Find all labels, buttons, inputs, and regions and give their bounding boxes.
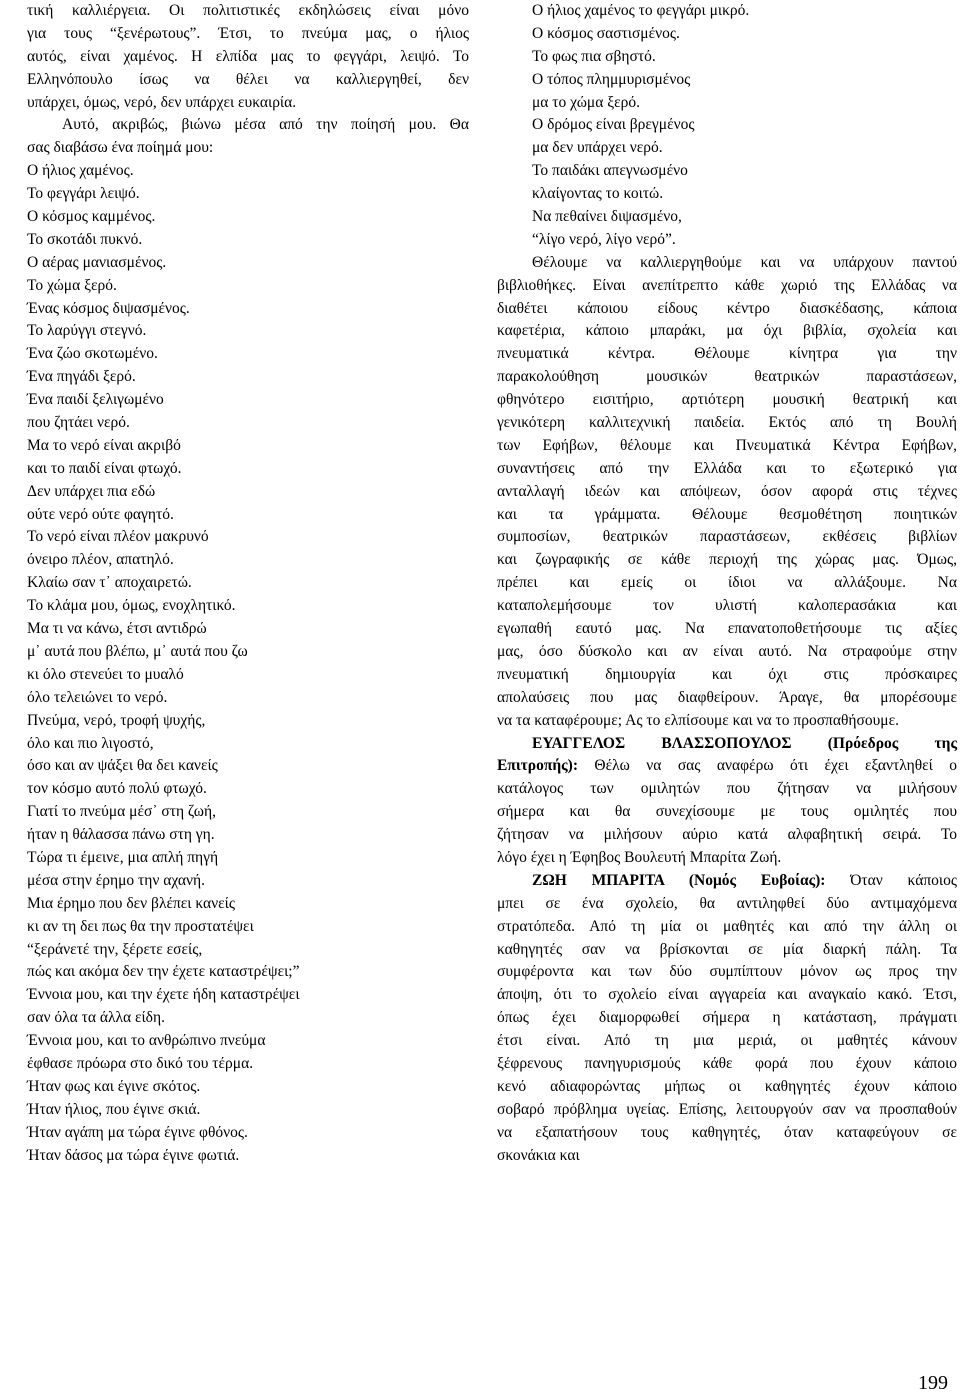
text-line: όνειρο πλέον, απατηλό. (27, 551, 174, 569)
text-line: Ο ήλιος χαμένος. (27, 162, 134, 180)
text-line: Δεν υπάρχει πια εδώ (27, 482, 156, 500)
text-line: σκονάκια και (497, 1146, 580, 1164)
text-line: κλαίγοντας το κοιτώ. (532, 185, 664, 203)
text-line: Το φως πια σβηστό. (532, 47, 656, 65)
text-line: Ήταν ήλιος, που έγινε σκιά. (27, 1100, 201, 1118)
text-line: πώς και ακόμα δεν την έχετε καταστρέψει;” (27, 963, 300, 981)
text-line: όλο και πιο λιγοστό, (27, 734, 154, 752)
text-line: ήταν η θάλασσα πάνω στη γη. (27, 826, 215, 844)
text-line: καφετέρια, κάποιο μπαράκι, μα όχι βιβλία, σχολεία και (497, 322, 957, 340)
text-line: Κλαίω σαν τ᾽ αποχαιρετώ. (27, 574, 192, 592)
text-line: πνευματικά κέντρα. Θέλουμε κίνητρα για την (497, 345, 957, 363)
text-line: μα το χώμα ξερό. (532, 93, 640, 111)
text-line: και ζωγραφικής σε κάθε περιοχή της χώρας μας. Όμως, (497, 551, 957, 569)
text-line: Επιτροπής): Θέλω να σας αναφέρω ότι έχει εξαντληθεί ο (497, 757, 957, 775)
text-line: ανταλλαγή ιδεών και απόψεων, όσον αφορά στις τέχνες (497, 482, 957, 500)
text-line: Ένα ζώο σκοτωμένο. (27, 345, 158, 363)
text-line: συμφέροντα και των δύο συμπίπτουν μόνον ως προς την (497, 963, 957, 981)
text-line: μέσα στην έρημο την αχανή. (27, 871, 206, 889)
text-line: “ξεράνετέ την, ξέρετε εσείς, (27, 940, 203, 958)
text-line: Γιατί το πνεύμα μέσ᾽ στη ζωή, (27, 803, 216, 821)
text-line: Μια έρημο που δεν βλέπει κανείς (27, 894, 235, 912)
text-line: υπάρχει, όμως, νερό, δεν υπάρχει ευκαιρία. (27, 93, 297, 111)
text-line: απολαύσεις που μας διαφθείρουν. Άραγε, θα μπορέσουμε (497, 688, 957, 706)
text-line: Ο δρόμος είναι βρεγμένος (532, 116, 695, 134)
text-line: άποψη, ότι το σχολείο είναι αγγαρεία και αναγκαίο κακό. Έτσι, (497, 986, 957, 1004)
text-line: ζήτησαν να μιλήσουν αύριο κατά αλφαβητική σειρά. Το (497, 826, 957, 844)
text-line: σας διαβάσω ένα ποίημά μου: (27, 139, 214, 157)
text-line: τον κόσμο αυτό πολύ φτωχό. (27, 780, 207, 798)
text-line: Το σκοτάδι πυκνό. (27, 230, 143, 248)
text-line: Ήταν δάσος μα τώρα έγινε φωτιά. (27, 1146, 240, 1164)
text-line: όλο τελειώνει το νερό. (27, 688, 168, 706)
text-line: Το κλάμα μου, όμως, ενοχλητικό. (27, 597, 236, 615)
text-line: μα δεν υπάρχει νερό. (532, 139, 663, 157)
text-line: μ᾽ αυτά που βλέπω, μ᾽ αυτά που ζω (27, 642, 248, 660)
page-number: 199 (918, 1372, 948, 1394)
text-line: ΖΩΗ ΜΠΑΡΙΤΑ (Νομός Ευβοίας): Όταν κάποιος (532, 871, 957, 889)
text-line: στρατόπεδα. Από τη μία οι μαθητές και από την άλλη οι (497, 917, 957, 935)
text-line: Πνεύμα, νερό, τροφή ψυχής, (27, 711, 206, 729)
text-line: γενικότερη καλλιτεχνική παιδεία. Εκτός από τη Βουλή (497, 414, 957, 432)
text-line: κι όλο στενεύει το μυαλό (27, 665, 184, 683)
text-line: μας, όσο δύσκολο και αν είναι αυτό. Να στραφούμε στην (497, 642, 957, 660)
left-column (27, 0, 469, 1167)
text-line: Ελληνόπουλο ίσως να θέλει να καλλιεργηθεί, δεν (27, 70, 469, 88)
text-line: αυτός, είναι χαμένος. Η ελπίδα μας το φεγγάρι, λειψό. Το (27, 47, 469, 65)
text-line: παρακολούθηση μουσικών θεατρικών παραστάσεων, (497, 368, 957, 386)
text-line: κενό αδιαφορώντας μήπως οι καθηγητές έχουν κάποιο (497, 1077, 957, 1095)
text-line: έτσι είναι. Από τη μια μεριά, οι μαθητές κάνουν (497, 1032, 957, 1050)
text-line: ξέφρενους πανηγυρισμούς κάθε φορά που έχουν κάποιο (497, 1054, 957, 1072)
text-line: λόγο έχει η Έφηβος Βουλευτή Μπαρίτα Ζωή. (497, 848, 782, 866)
text-line: κατάλογος των ομιλητών που ζήτησαν να μιλήσουν (497, 780, 957, 798)
text-line: συναντήσεις από την Ελλάδα και το εξωτερικό για (497, 459, 957, 477)
text-line: “λίγο νερό, λίγο νερό”. (532, 230, 676, 248)
text-line: ΕΥΑΓΓΕΛΟΣ ΒΛΑΣΣΟΠΟΥΛΟΣ (Πρόεδρος της (532, 734, 957, 752)
text-line: ούτε νερό ούτε φαγητό. (27, 505, 174, 523)
text-line: έφθασε πρόωρα στο δικό του τέρμα. (27, 1054, 254, 1072)
text-line: Ήταν αγάπη μα τώρα έγινε φθόνος. (27, 1123, 248, 1141)
text-line: καταπολεμήσουμε τον υλιστή καλοπερασάκια και (497, 597, 957, 615)
text-line: συμποσίων, θεατρικών παραστάσεων, εκθέσεις βιβλίων (497, 528, 957, 546)
text-line: κι αν τη δει πως θα την προστατέψει (27, 917, 254, 935)
text-line: σαν όλα τα άλλα είδη. (27, 1009, 165, 1027)
text-line: Ήταν φως και έγινε σκότος. (27, 1077, 201, 1095)
speaker-name: ΖΩΗ ΜΠΑΡΙΤΑ (Νομός Ευβοίας): (532, 871, 826, 889)
text-line: βιβλιοθήκες. Είναι ανεπίτρεπτο κάθε χωριό της Ελλάδας να (497, 276, 957, 294)
text-line: των Εφήβων, θέλουμε και Πνευματικά Κέντρα Εφήβων, (497, 436, 957, 454)
text-line: να τα καταφέρουμε; Ας το ελπίσουμε και να το προσπαθήσουμε. (497, 711, 900, 729)
speaker-name: Επιτροπής): (497, 757, 578, 775)
text-line: τική καλλιέργεια. Οι πολιτιστικές εκδηλώσεις είναι μόνο (27, 2, 469, 19)
text-line: καθηγητές σαν να βρίσκονται σε μία διαρκή πάλη. Τα (497, 940, 957, 958)
text-line: Μα το νερό είναι ακριβό (27, 436, 181, 454)
text-line: Αυτό, ακριβώς, βιώνω μέσα από την ποίησή μου. Θα (62, 116, 469, 134)
text-line: διαθέτει κάποιου είδους κέντρο διασκέδασης, κάποια (497, 299, 957, 317)
text-line: φθηνότερο εισιτήριο, αρτιότερη μουσική θεατρική και (497, 391, 957, 409)
text-line: Ένα πηγάδι ξερό. (27, 368, 136, 386)
text-line: Θέλουμε να καλλιεργηθούμε και να υπάρχουν παντού (532, 253, 957, 271)
text-line: Το φεγγάρι λειψό. (27, 185, 140, 203)
text-line: Ο τόπος πλημμυρισμένος (532, 70, 691, 88)
text-line: Ο κόσμος καμμένος. (27, 208, 156, 226)
text-line: πρέπει και εμείς οι ίδιοι να αλλάξουμε. Να (497, 574, 957, 592)
text-line: Το λαρύγγι στεγνό. (27, 322, 147, 340)
text-line: Να πεθαίνει διψασμένο, (532, 208, 682, 226)
text-line: πνευματική δημιουργία και όχι στις πρόσκαιρες (497, 665, 957, 683)
text-line: Τώρα τι έμεινε, μια απλή πηγή (27, 848, 219, 866)
text-line: Έννοια μου, και την έχετε ήδη καταστρέψει (27, 986, 300, 1004)
text-line: Ένα παιδί ξελιγωμένο (27, 391, 164, 409)
text-line: για τους “ξενέρωτους”. Έτσι, το πνεύμα μας, ο ήλιος (27, 24, 469, 42)
text-line: όσο και αν ψάξει θα δει κανείς (27, 757, 218, 775)
text-line: Ο αέρας μανιασμένος. (27, 253, 167, 271)
right-column (497, 0, 957, 1167)
text-line: και τα γράμματα. Θέλουμε θεσμοθέτηση ποιητικών (497, 505, 957, 523)
text-line: Το νερό είναι πλέον μακρυνό (27, 528, 209, 546)
text-line: μπει σε ένα σχολείο, θα αντιληφθεί δύο αντιμαχόμενα (497, 894, 957, 912)
text-line: Ένας κόσμος διψασμένος. (27, 299, 190, 317)
text-line: να εξαπατήσουν τους καθηγητές, όταν καταφεύγουν σε (497, 1123, 957, 1141)
text-line: όπως έχει διαμορφωθεί σήμερα η κατάσταση, πράγματι (497, 1009, 957, 1027)
text-line: σήμερα και θα συνεχίσουμε με τους ομιλητές που (497, 803, 957, 821)
text-line: Ο ήλιος χαμένος το φεγγάρι μικρό. (532, 2, 750, 19)
text-line: που ζητάει νερό. (27, 414, 130, 432)
text-line: Έννοια μου, και το ανθρώπινο πνεύμα (27, 1032, 266, 1050)
text-line: εγωπαθή εαυτό μας. Να επανατοποθετήσουμε τις αξίες (497, 620, 957, 638)
text-line: σοβαρό πρόβλημα υγείας. Επίσης, λειτουργούν σαν να προσπαθούν (497, 1100, 957, 1118)
text-line: και το παιδί είναι φτωχό. (27, 459, 182, 477)
text-line: Μα τι να κάνω, έτσι αντιδρώ (27, 620, 207, 638)
text-line: Ο κόσμος σαστισμένος. (532, 24, 680, 42)
text-line: Το χώμα ξερό. (27, 276, 117, 294)
text-line: Το παιδάκι απεγνωσμένο (532, 162, 688, 180)
